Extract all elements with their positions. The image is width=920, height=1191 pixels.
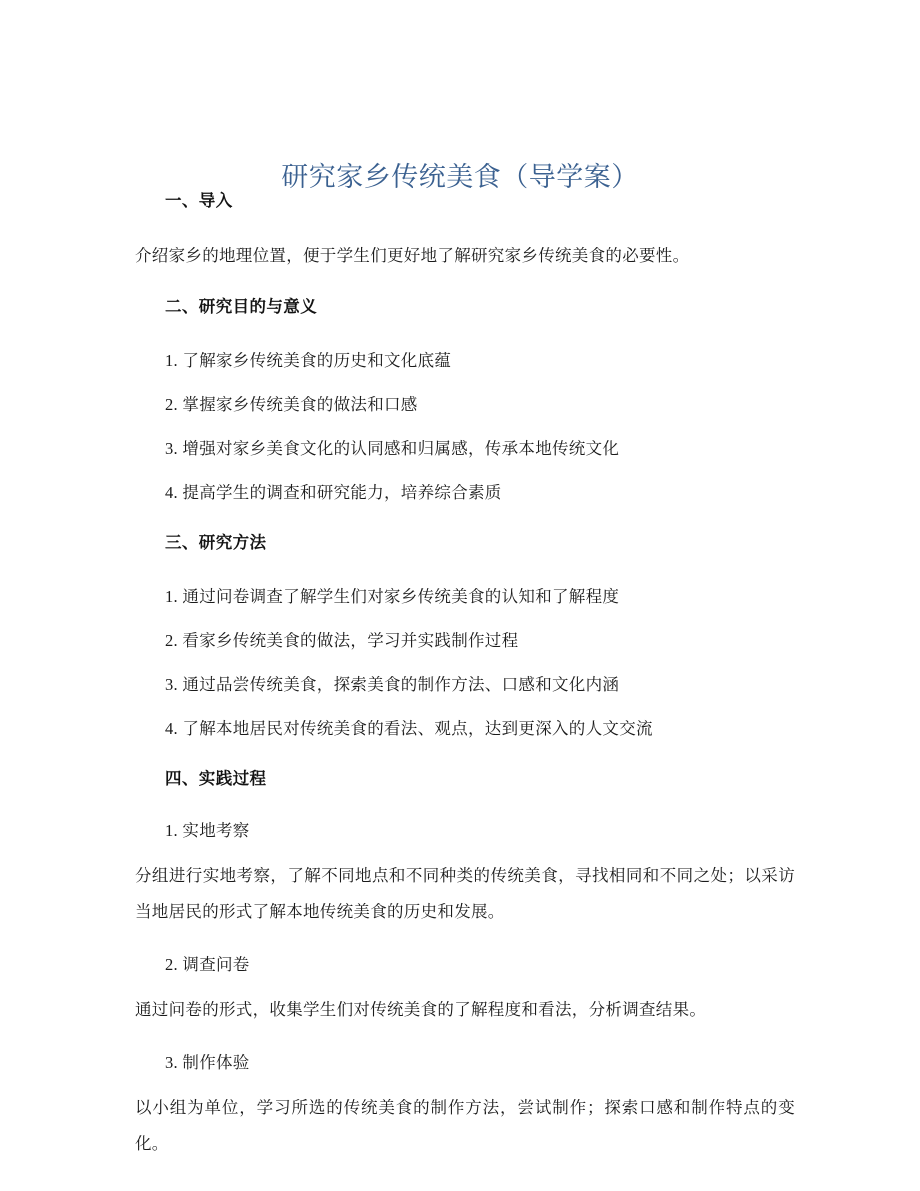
subsection-label-questionnaire: 2. 调查问卷: [165, 955, 250, 974]
section-introduction: [135, 186, 795, 274]
section-objectives: [135, 292, 795, 508]
list-item: 2. 看家乡传统美食的做法，学习并实践制作过程: [165, 631, 519, 650]
list-item: 1. 了解家乡传统美食的历史和文化底蕴: [165, 351, 452, 370]
section-heading-objectives: 二、研究目的与意义: [165, 297, 318, 316]
list-item: 4. 了解本地居民对传统美食的看法、观点，达到更深入的人文交流: [165, 719, 653, 738]
subsection-label-field-survey: 1. 实地考察: [165, 821, 250, 840]
list-item: 3. 增强对家乡美食文化的认同感和归属感，传承本地传统文化: [165, 439, 620, 458]
section-methods: [135, 528, 795, 744]
section-practice: [135, 764, 795, 1162]
subsection-label-cooking-experience: 3. 制作体验: [165, 1053, 250, 1072]
subsection-body-questionnaire: 通过问卷的形式，收集学生们对传统美食的了解程度和看法，分析调查结果。: [135, 1000, 707, 1019]
section-heading-practice: 四、实践过程: [165, 769, 267, 788]
section-heading-introduction: 一、导入: [165, 191, 233, 210]
list-item: 1. 通过问卷调查了解学生们对家乡传统美食的认知和了解程度: [165, 587, 620, 606]
section-heading-methods: 三、研究方法: [165, 533, 267, 552]
paragraph-introduction: 介绍家乡的地理位置，便于学生们更好地了解研究家乡传统美食的必要性。: [135, 246, 690, 265]
subsection-body-field-survey: 分组进行实地考察，了解不同地点和不同种类的传统美食，寻找相同和不同之处；以采访当地居民的形式了解本地传统美食的历史和发展。: [135, 866, 795, 921]
list-item: 3. 通过品尝传统美食，探索美食的制作方法、口感和文化内涵: [165, 675, 620, 694]
list-item: 4. 提高学生的调查和研究能力，培养综合素质: [165, 483, 502, 502]
subsection-body-cooking-experience: 以小组为单位，学习所选的传统美食的制作方法，尝试制作；探索口感和制作特点的变化。: [135, 1098, 795, 1153]
document-body: [135, 186, 795, 1162]
list-item: 2. 掌握家乡传统美食的做法和口感: [165, 395, 418, 414]
document-title: 研究家乡传统美食（导学案）: [281, 162, 639, 193]
